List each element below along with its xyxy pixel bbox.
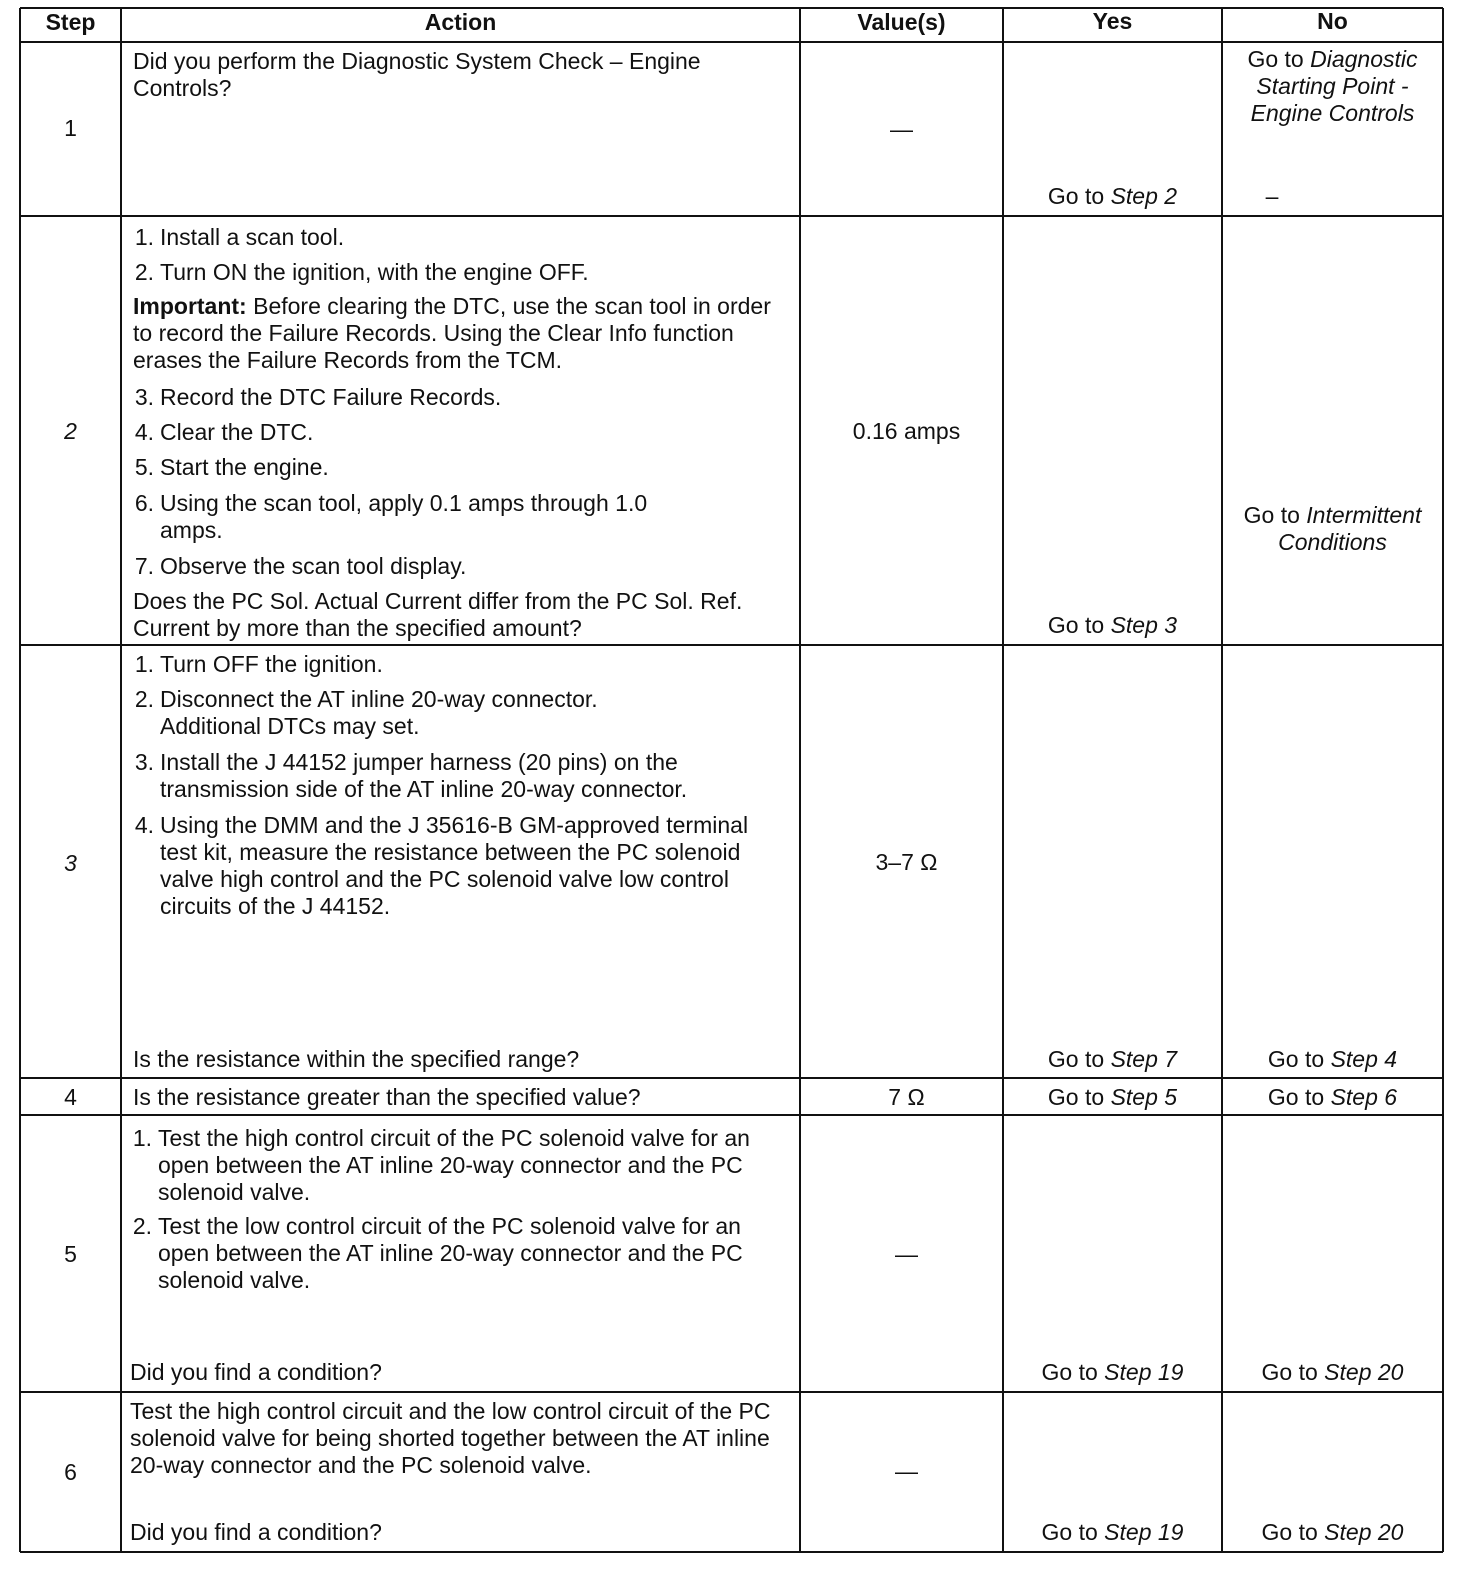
value-cell: — <box>895 1458 918 1484</box>
list-item: 2. Test the low control circuit of the PC solenoid valve for an open between the AT inline 20-way connector and the PC solenoid valve. <box>132 1213 743 1293</box>
go-to-label: Go to <box>1047 183 1105 209</box>
list-item: 1. Turn OFF the ignition. <box>134 651 383 677</box>
no-cell: Go to Step 20 <box>1261 1519 1404 1545</box>
question-text: Does the PC Sol. Actual Current differ from the PC Sol. Ref. Current by more than the specified amount? <box>133 588 743 641</box>
list-item: 3. Record the DTC Failure Records. <box>134 384 502 410</box>
value-cell: — <box>890 116 913 142</box>
step-ref: Step 6 <box>1330 1084 1398 1110</box>
step-number: 4 <box>64 1084 77 1110</box>
list-item: 3. Install the J 44152 jumper harness (20 pins) on the transmission side of the AT inline 20-way connector. <box>134 749 688 802</box>
step-ref: Step 5 <box>1110 1084 1178 1110</box>
yes-cell: Go to Step 5 <box>1047 1084 1178 1110</box>
step-ref: Step 20 <box>1324 1359 1404 1385</box>
step-ref: Step 7 <box>1110 1046 1178 1072</box>
list-item: 1. Test the high control circuit of the PC solenoid valve for an open between the AT inline 20-way connector and the PC solenoid valve. <box>132 1125 750 1205</box>
no-cell: Go to Intermittent Conditions <box>1243 502 1422 555</box>
yes-cell: Go to Step 19 <box>1041 1519 1184 1545</box>
step-number: 6 <box>64 1459 77 1485</box>
no-dash: – <box>1265 183 1279 209</box>
action-text: Test the high control circuit and the low control circuit of the PC solenoid valve for being shorted together between the AT inline 20-way connector and the PC solenoid valve. <box>130 1398 771 1478</box>
important-note: Important: Before clearing the DTC, use the scan tool in order to record the Failure Records. Using the Clear Info function erases the Failure Records from the TCM. <box>133 293 771 373</box>
value-cell: 0.16 amps <box>852 418 961 444</box>
no-cell: Go to Step 4 <box>1267 1046 1398 1072</box>
no-cell <box>1222 46 1443 127</box>
question-text: Is the resistance within the specified range? <box>133 1046 580 1072</box>
list-item: 1. Install a scan tool. <box>134 224 345 250</box>
question-text: Is the resistance greater than the specified value? <box>133 1084 641 1110</box>
list-item: 4. Clear the DTC. <box>134 419 314 445</box>
go-to-label: Go to <box>1247 46 1304 72</box>
step-ref: Step 2 <box>1110 183 1178 209</box>
procedure-ref: Intermittent Conditions <box>1278 502 1422 555</box>
header-action: Action <box>424 9 497 35</box>
yes-cell: Go to Step 3 <box>1047 612 1178 638</box>
important-label: Important: <box>133 293 247 319</box>
step-ref: Step 20 <box>1324 1519 1404 1545</box>
step-ref: Step 19 <box>1104 1359 1184 1385</box>
value-cell: 7 Ω <box>888 1084 925 1110</box>
step-ref: Step 3 <box>1110 612 1178 638</box>
action-text: Did you perform the Diagnostic System Check – Engine Controls? <box>133 48 701 101</box>
header-values: Value(s) <box>857 9 946 35</box>
step-ref: Step 4 <box>1330 1046 1398 1072</box>
step-number: 5 <box>64 1241 77 1267</box>
list-item: 2. Disconnect the AT inline 20-way connector. Additional DTCs may set. <box>134 686 598 739</box>
yes-cell: Go to Step 7 <box>1047 1046 1178 1072</box>
step-number: 3 <box>64 850 77 876</box>
header-yes: Yes <box>1092 8 1133 34</box>
header-no: No <box>1317 8 1348 34</box>
no-cell: Go to Step 6 <box>1267 1084 1398 1110</box>
procedure-ref: Diagnostic Starting Point - Engine Controls <box>1250 46 1418 126</box>
value-cell: — <box>895 1241 918 1267</box>
step-ref: Step 19 <box>1104 1519 1184 1545</box>
list-item: 2. Turn ON the ignition, with the engine OFF. <box>134 259 589 285</box>
header-step: Step <box>45 9 96 35</box>
list-item: 7. Observe the scan tool display. <box>134 553 467 579</box>
yes-cell: Go to Step 19 <box>1041 1359 1184 1385</box>
yes-cell <box>1003 183 1222 210</box>
question-text: Did you find a condition? <box>130 1359 382 1385</box>
question-text: Did you find a condition? <box>130 1519 382 1545</box>
list-item: 4. Using the DMM and the J 35616-B GM-approved terminal test kit, measure the resistance between the PC solenoid valve high control and the PC solenoid valve low control circuits of the J 44152. <box>134 812 749 919</box>
list-item: 5. Start the engine. <box>134 454 329 480</box>
value-cell: 3–7 Ω <box>875 849 938 875</box>
step-number: 1 <box>64 115 77 141</box>
step-number: 2 <box>64 418 77 444</box>
no-cell: Go to Step 20 <box>1261 1359 1404 1385</box>
list-item: 6. Using the scan tool, apply 0.1 amps through 1.0 amps. <box>134 490 648 543</box>
